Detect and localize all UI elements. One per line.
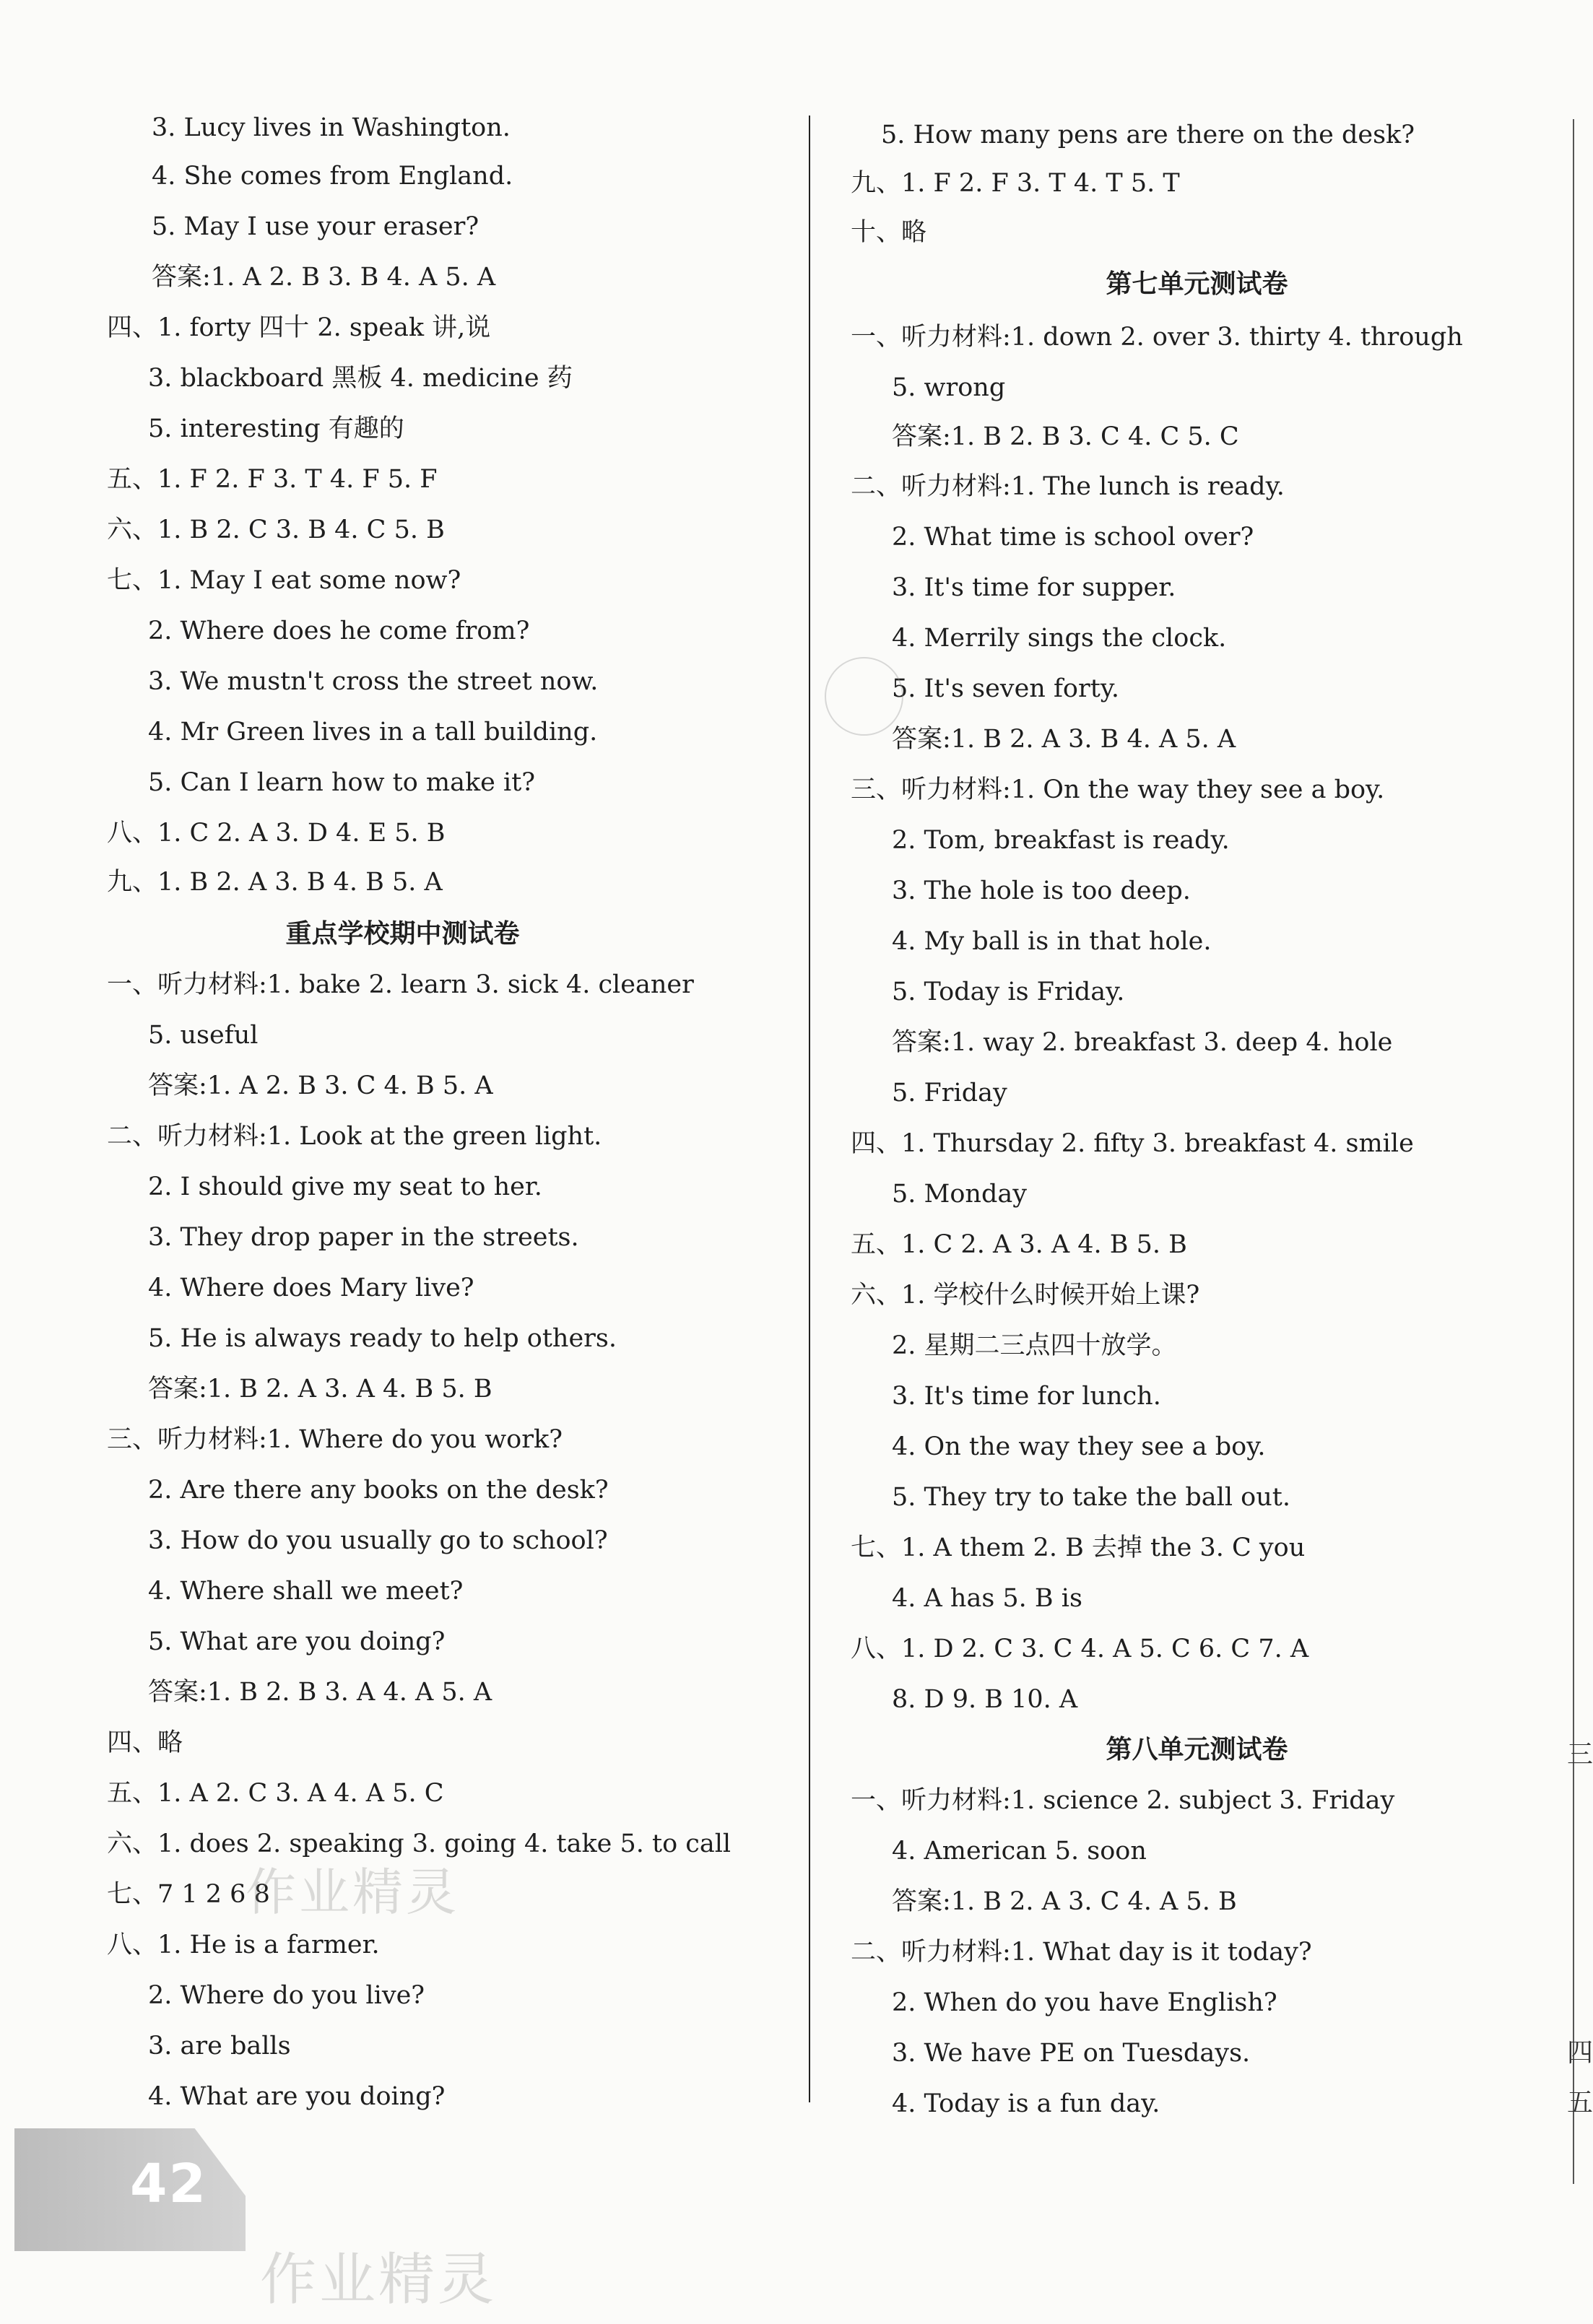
- left-text-line: 四、略: [107, 1728, 183, 1757]
- right-text-line: 4. Merrily sings the clock.: [892, 624, 1227, 653]
- left-text-line: 4. Where shall we meet?: [148, 1577, 464, 1606]
- right-text-line: 五、1. C 2. A 3. A 4. B 5. B: [851, 1230, 1187, 1259]
- right-text-line: 3. It's time for lunch.: [892, 1382, 1161, 1411]
- left-text-line: 5. He is always ready to help others.: [148, 1324, 617, 1353]
- left-text-line: 3. They drop paper in the streets.: [148, 1223, 579, 1252]
- right-text-line: 3. The hole is too deep.: [892, 876, 1191, 905]
- right-text-line: 十、略: [851, 218, 927, 247]
- watermark-mid: 作业精灵: [246, 1863, 459, 1922]
- left-text-line: 七、1. May I eat some now?: [107, 566, 461, 595]
- right-text-line: 5. It's seven forty.: [892, 674, 1120, 703]
- right-text-line: 4. Today is a fun day.: [892, 2089, 1160, 2118]
- right-text-line: 答案:1. way 2. breakfast 3. deep 4. hole: [892, 1028, 1393, 1057]
- edge-glyph-2: 四: [1567, 2038, 1593, 2068]
- right-text-line: 5. Today is Friday.: [892, 978, 1125, 1006]
- left-text-line: 答案:1. B 2. B 3. A 4. A 5. A: [148, 1678, 492, 1707]
- right-text-line: 2. Tom, breakfast is ready.: [892, 826, 1230, 855]
- left-text-line: 六、1. does 2. speaking 3. going 4. take 5. to call: [107, 1829, 732, 1858]
- left-text-line: 4. What are you doing?: [148, 2082, 446, 2111]
- right-text-line: 2. What time is school over?: [892, 523, 1254, 552]
- left-text-line: 答案:1. B 2. A 3. A 4. B 5. B: [148, 1375, 492, 1403]
- left-text-line: 答案:1. A 2. B 3. C 4. B 5. A: [148, 1071, 493, 1100]
- right-text-line: 答案:1. B 2. B 3. C 4. C 5. C: [892, 422, 1239, 451]
- watermark-bottom: 作业精灵: [260, 2247, 498, 2312]
- left-text-line: 答案:1. A 2. B 3. B 4. A 5. A: [152, 263, 496, 292]
- right-text-line: 二、听力材料:1. The lunch is ready.: [851, 472, 1285, 501]
- right-text-line: 二、听力材料:1. What day is it today?: [851, 1938, 1312, 1967]
- column-divider: [809, 116, 810, 2102]
- right-text-line: 4. American 5. soon: [892, 1837, 1147, 1866]
- left-text-line: 5. What are you doing?: [148, 1627, 446, 1656]
- left-text-line: 三、听力材料:1. Where do you work?: [107, 1425, 563, 1454]
- left-text-line: 4. She comes from England.: [152, 162, 513, 191]
- right-text-line: 8. D 9. B 10. A: [892, 1685, 1078, 1714]
- right-section-title: 第八单元测试卷: [1106, 1735, 1288, 1764]
- right-text-line: 2. When do you have English?: [892, 1988, 1277, 2017]
- right-text-line: 5. wrong: [892, 373, 1006, 402]
- stamp-seal: [825, 657, 903, 736]
- left-text-line: 3. blackboard 黑板 4. medicine 药: [148, 364, 573, 393]
- left-section-title: 重点学校期中测试卷: [285, 919, 520, 949]
- right-text-line: 一、听力材料:1. down 2. over 3. thirty 4. through: [851, 323, 1463, 352]
- left-text-line: 3. are balls: [148, 2032, 291, 2060]
- left-text-line: 3. We mustn't cross the street now.: [148, 667, 599, 696]
- right-text-line: 四、1. Thursday 2. fifty 3. breakfast 4. smile: [851, 1129, 1414, 1158]
- left-text-line: 2. I should give my seat to her.: [148, 1172, 542, 1201]
- left-text-line: 八、1. C 2. A 3. D 4. E 5. B: [107, 819, 446, 848]
- left-text-line: 5. interesting 有趣的: [148, 414, 404, 443]
- right-text-line: 4. A has 5. B is: [892, 1584, 1082, 1613]
- right-text-line: 4. On the way they see a boy.: [892, 1432, 1266, 1461]
- left-text-line: 3. How do you usually go to school?: [148, 1526, 608, 1555]
- right-text-line: 3. It's time for supper.: [892, 573, 1176, 602]
- right-text-line: 八、1. D 2. C 3. C 4. A 5. C 6. C 7. A: [851, 1635, 1309, 1663]
- left-text-line: 4. Mr Green lives in a tall building.: [148, 718, 598, 747]
- left-text-line: 七、7 1 2 6 8: [107, 1880, 270, 1909]
- right-text-line: 2. 星期二三点四十放学。: [892, 1331, 1177, 1360]
- left-text-line: 六、1. B 2. C 3. B 4. C 5. B: [107, 515, 445, 544]
- left-text-line: 5. useful: [148, 1021, 259, 1050]
- right-text-line: 三、听力材料:1. On the way they see a boy.: [851, 775, 1385, 804]
- right-text-line: 5. They try to take the ball out.: [892, 1483, 1290, 1512]
- right-text-line: 九、1. F 2. F 3. T 4. T 5. T: [851, 169, 1180, 198]
- right-text-line: 一、听力材料:1. science 2. subject 3. Friday: [851, 1786, 1395, 1815]
- left-text-line: 3. Lucy lives in Washington.: [152, 113, 511, 142]
- left-text-line: 4. Where does Mary live?: [148, 1274, 474, 1302]
- edge-glyph-1: 三: [1567, 1740, 1593, 1770]
- left-text-line: 八、1. He is a farmer.: [107, 1931, 380, 1959]
- edge-glyph-3: 五: [1567, 2088, 1593, 2118]
- left-text-line: 2. Where does he come from?: [148, 617, 530, 645]
- right-text-line: 六、1. 学校什么时候开始上课?: [851, 1281, 1200, 1310]
- right-text-line: 5. Friday: [892, 1079, 1007, 1107]
- right-edge-rule: [1573, 119, 1574, 2184]
- left-text-line: 二、听力材料:1. Look at the green light.: [107, 1122, 602, 1151]
- left-text-line: 5. Can I learn how to make it?: [148, 768, 536, 797]
- left-text-line: 五、1. A 2. C 3. A 4. A 5. C: [107, 1779, 444, 1808]
- right-text-line: 七、1. A them 2. B 去掉 the 3. C you: [851, 1533, 1306, 1562]
- left-text-line: 2. Are there any books on the desk?: [148, 1476, 609, 1505]
- right-text-line: 3. We have PE on Tuesdays.: [892, 2039, 1251, 2068]
- right-text-line: 答案:1. B 2. A 3. C 4. A 5. B: [892, 1887, 1237, 1916]
- left-text-line: 九、1. B 2. A 3. B 4. B 5. A: [107, 868, 443, 897]
- page-number: 42: [130, 2153, 207, 2215]
- right-text-line: 答案:1. B 2. A 3. B 4. A 5. A: [892, 725, 1236, 754]
- left-text-line: 五、1. F 2. F 3. T 4. F 5. F: [107, 465, 438, 494]
- right-section-title: 第七单元测试卷: [1106, 269, 1288, 299]
- left-text-line: 四、1. forty 四十 2. speak 讲,说: [107, 313, 491, 342]
- left-text-line: 5. May I use your eraser?: [152, 212, 479, 241]
- left-text-line: 一、听力材料:1. bake 2. learn 3. sick 4. cleaner: [107, 970, 694, 999]
- right-text-line: 4. My ball is in that hole.: [892, 927, 1212, 956]
- right-text-line: 5. Monday: [892, 1180, 1028, 1209]
- left-text-line: 2. Where do you live?: [148, 1981, 425, 2010]
- right-text-line: 5. How many pens are there on the desk?: [881, 121, 1415, 149]
